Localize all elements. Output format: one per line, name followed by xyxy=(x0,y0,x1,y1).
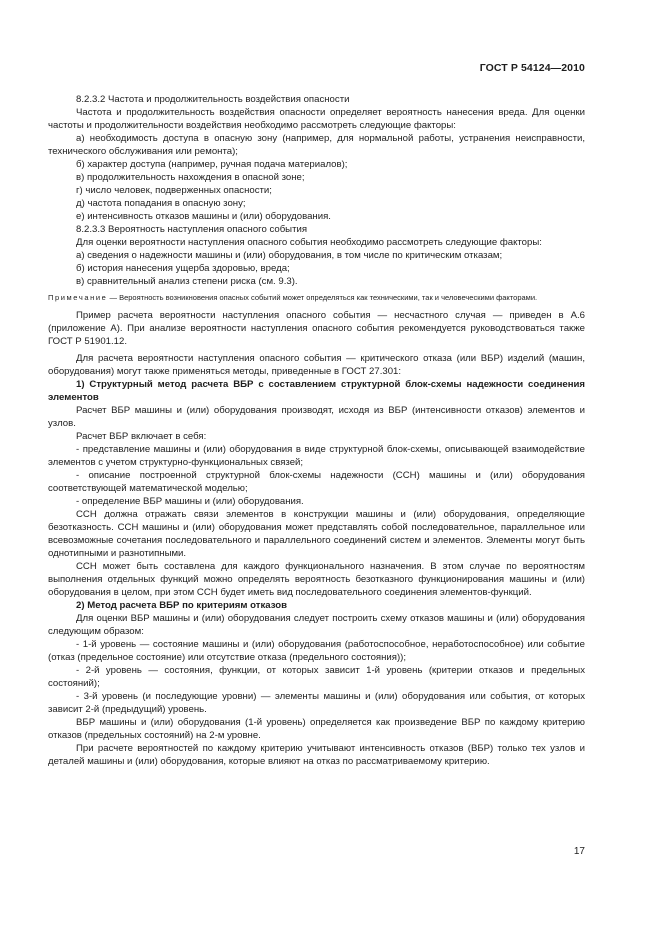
paragraph: б) характер доступа (например, ручная подача материалов); xyxy=(76,159,348,170)
paragraph: При расчете вероятностей по каждому критерию учитывают интенсивность отказов (ВБР) только тех узлов и деталей машины и (или) оборудования, которые влияют на отказ по рассматриваемому критерию. xyxy=(48,743,585,767)
paragraph: 8.2.3.3 Вероятность наступления опасного события xyxy=(76,224,308,235)
paragraph: б) история нанесения ущерба здоровью, вреда; xyxy=(76,263,290,274)
paragraph: ССН должна отражать связи элементов в конструкции машины и (или) оборудования, определяющие безотказность. ССН машины и (или) оборудования может представлять собой последовательное, параллельное или всевозможные сочетания последовательного и параллельного соединений систем и элементов. Элементы могут быть однотипными и разнотипными. xyxy=(48,509,585,559)
paragraph: - определение ВБР машины и (или) оборудования. xyxy=(76,496,304,507)
paragraph: 1) Структурный метод расчета ВБР с составлением структурной блок-схемы надежности соединения элементов xyxy=(48,379,585,403)
paragraph: Расчет ВБР машины и (или) оборудования производят, исходя из ВБР (интенсивности отказов) элементов и узлов. xyxy=(48,405,585,429)
paragraph: ССН может быть составлена для каждого функционального назначения. В этом случае по вероятностям выполнения отдельных функций можно определять вероятность безотказного функционирования машины и (или) оборудования в целом, при этом ССН будет иметь вид последовательного соединения элементов-функций. xyxy=(48,561,585,598)
paragraph: - 3-й уровень (и последующие уровни) — элементы машины и (или) оборудования или события, от которых зависит 2-й (предыдущий) уровень. xyxy=(48,691,585,715)
paragraph: - представление машины и (или) оборудования в виде структурной блок-схемы, описывающей взаимодействие элементов с учетом структурно-функциональных связей; xyxy=(48,444,585,468)
paragraph: Для расчета вероятности наступления опасного события — критического отказа (или ВБР) изделий (машин, оборудования) могут также применяться методы, приведенные в ГОСТ 27.301: xyxy=(48,353,585,377)
paragraph: в) сравнительный анализ степени риска (см. 9.3). xyxy=(76,276,298,287)
note-text: — Вероятность возникновения опасных событий может определяться как техническими, так и человеческими факторами. xyxy=(107,293,538,302)
document-body xyxy=(48,93,585,768)
page-number: 17 xyxy=(573,846,585,857)
paragraph: 2) Метод расчета ВБР по критериям отказов xyxy=(76,600,288,611)
paragraph: в) продолжительность нахождения в опасной зоне; xyxy=(76,172,305,183)
paragraph: Пример расчета вероятности наступления опасного события — несчастного случая — приведен в А.6 (приложение А). При анализе вероятности наступления опасного события рекомендуется руководствоваться также ГОСТ Р 51901.12. xyxy=(48,310,585,347)
paragraph: Для оценки вероятности наступления опасного события необходимо рассмотреть следующие факторы: xyxy=(76,237,542,248)
paragraph: - 1-й уровень — состояние машины и (или) оборудования (работоспособное, неработоспособное) или событие (отказ (предельное состояние) или отсутствие отказа (предельного состояния)); xyxy=(48,639,585,663)
paragraph: г) число человек, подверженных опасности; xyxy=(76,185,272,196)
paragraph: Частота и продолжительность воздействия опасности определяет вероятность нанесения вреда. Для оценки частоты и продолжительности воздействия необходимо рассмотреть следующие факторы: xyxy=(48,107,585,131)
paragraph: д) частота попадания в опасную зону; xyxy=(76,198,246,209)
paragraph: а) необходимость доступа в опасную зону (например, для нормальной работы, устранения неисправности, технического обслуживания или ремонта); xyxy=(48,133,585,157)
paragraph: - описание построенной структурной блок-схемы надежности (ССН) машины и (или) оборудования соответствующей математической моделью; xyxy=(48,470,585,494)
note-paragraph xyxy=(48,292,585,303)
paragraph: е) интенсивность отказов машины и (или) оборудования. xyxy=(76,211,331,222)
paragraph: Расчет ВБР включает в себя: xyxy=(76,431,207,442)
paragraph: 8.2.3.2 Частота и продолжительность воздействия опасности xyxy=(76,94,350,105)
note-label: Примечание xyxy=(48,293,108,302)
paragraph: ВБР машины и (или) оборудования (1-й уровень) определяется как произведение ВБР по каждому критерию отказов (предельных состояний) на 2-м уровне. xyxy=(48,717,585,741)
paragraph: - 2-й уровень — состояния, функции, от которых зависит 1-й уровень (критерии отказов и предельных состояний); xyxy=(48,665,585,689)
document-header: ГОСТ Р 54124—2010 xyxy=(479,62,585,74)
paragraph: Для оценки ВБР машины и (или) оборудования следует построить схему отказов машины и (или) оборудования следующим образом: xyxy=(48,613,585,637)
paragraph: а) сведения о надежности машины и (или) оборудования, в том числе по критическим отказам; xyxy=(76,250,503,261)
